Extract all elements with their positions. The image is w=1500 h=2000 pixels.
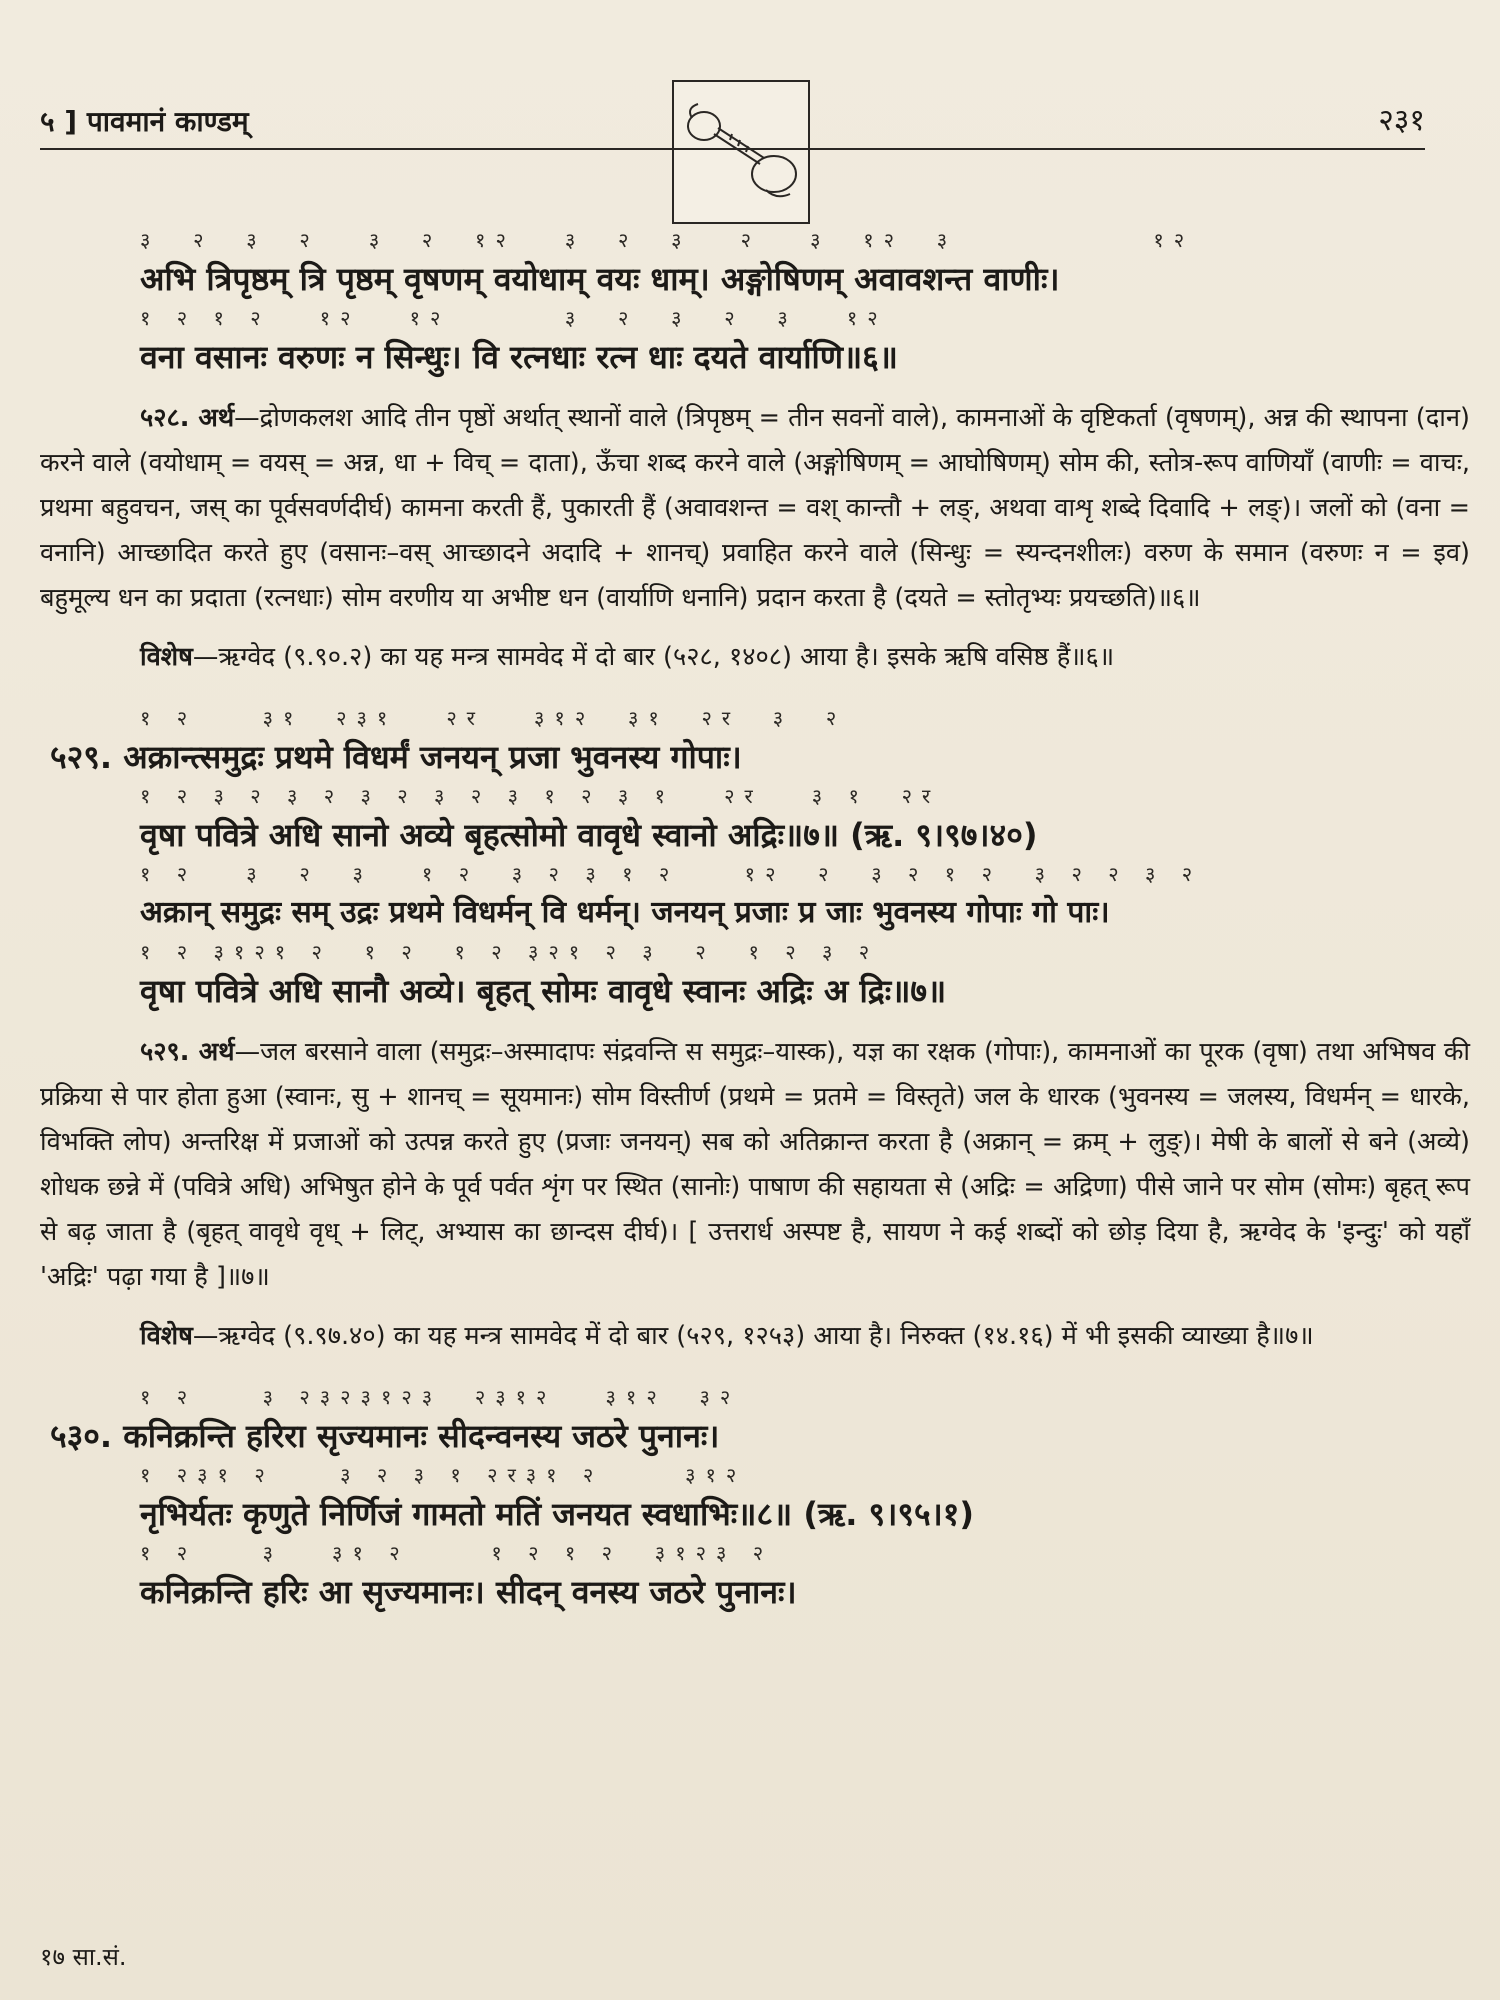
verse-line: कनिक्रन्ति हरिः आ सृज्यमानः। सीदन् वनस्य जठरे पुनानः। xyxy=(140,1573,797,1611)
meaning-paragraph xyxy=(40,1030,1470,1300)
page-footer: १७ सा.सं. xyxy=(40,1943,127,1971)
svara-marks: १ २ ३१२१ २ १ २ १ २ ३२१ २ ३ २ १ २ ३ २ xyxy=(140,940,880,964)
verse-text: कनिक्रन्ति हरिरा सृज्यमानः सीदन्वनस्य जठरे पुनानः। xyxy=(123,1417,720,1455)
verse-line: अक्रान् समुद्रः सम् उद्रः प्रथमे विधर्मन् वि धर्मन्। जनयन् प्रजाः प्र जाः भुवनस्य गोपाः गो पाः। xyxy=(140,895,1110,930)
special-label: विशेष xyxy=(140,642,193,672)
verse-line xyxy=(50,732,1460,782)
svara-marks: १ २ ३ २ ३ २ ३ २ ३ २ ३ १ २ ३ १ २र ३ १ २र xyxy=(140,784,941,808)
page-header xyxy=(40,88,1425,158)
verse-line: वृषा पवित्रे अधि सानौ अव्ये। बृहत् सोमः वावृधे स्वानः अद्रिः अ द्रिः॥७॥ xyxy=(140,972,947,1010)
page-body xyxy=(40,226,1471,1617)
special-note xyxy=(40,1314,1470,1359)
special-text: —ऋग्वेद (९.९७.४०) का यह मन्त्र सामवेद में दो बार (५२९, १२५३) आया है। निरुक्त (१४.१६) में भी इसकी व्याख्या है॥७॥ xyxy=(192,1321,1314,1351)
chapter-title: ५ ] पावमानं काण्डम् xyxy=(40,105,249,138)
verse-line xyxy=(50,1411,1460,1461)
verse-line: अभि त्रिपृष्ठम् त्रि पृष्ठम् वृषणम् वयोधाम् वयः धाम्। अङ्गोषिणम् अवावशन्त वाणीः। xyxy=(140,260,1060,298)
meaning-text: —द्रोणकलश आदि तीन पृष्ठों अर्थात् स्थानों वाले (त्रिपृष्ठम् = तीन सवनों वाले), कामनाओं के वृष्टिकर्ता (वृषणम्), अन्न की स्थापना (दान) करने वाले (वयोधाम् = वयस् = अन्न, धा + विच् = दाता), ऊँचा शब्द करने वाले (अङ्गोषिणम् = आघोषिणम्) सोम की, स्तोत्र-रूप वाणियाँ (वाणीः = वाचः, प्रथमा बहुवचन, जस् का पूर्वसवर्णदीर्घ) कामना करती हैं, पुकारती हैं (अवावशन्त = वश् कान्तौ + लङ्, अथवा वाशृ शब्दे दिवादि + लङ्)। जलों को (वना = वनानि) आच्छादित करते हुए (वसानः–वस् आच्छादने अदादि + शानच्) प्रवाहित करने वाले (सिन्धुः = स्यन्दनशीलः) वरुण के समान (वरुणः न = इव) बहुमूल्य धन का प्रदाता (रत्नधाः) सोम वरणीय या अभीष्ट धन (वार्याणि धनानि) प्रदान करता है (दयते = स्तोतृभ्यः प्रयच्छति)॥६॥ xyxy=(40,403,1470,613)
veena-emblem-icon xyxy=(672,80,810,224)
verse-number: ५३०. xyxy=(50,1417,113,1455)
svara-marks: १ २ ३ ३१ २ १ २ १ २ ३१२३ २ xyxy=(140,1541,774,1565)
meaning-text: —जल बरसाने वाला (समुद्रः–अस्मादापः संद्रवन्ति स समुद्रः–यास्क), यज्ञ का रक्षक (गोपाः), कामनाओं का पूरक (वृषा) तथा अभिषव की प्रक्रिया से पार होता हुआ (स्वानः, सु + शानच् = सूयमानः) सोम विस्तीर्ण (प्रथमे = प्रतमे = विस्तृते) जल के धारक (भुवनस्य = जलस्य, विधर्मन् = धारके, विभक्ति लोप) अन्तरिक्ष में प्रजाओं को उत्पन्न करते हुए (प्रजाः जनयन्) सब को अतिक्रान्त करता है (अक्रान् = क्रम् + लुङ्)। मेषी के बालों से बने (अव्ये) शोधक छन्ने में (पवित्रे अधि) अभिषुत होने के पूर्व पर्वत शृंग पर स्थित (सानोः) पाषाण की सहायता से (अद्रिः = अद्रिणा) पीसे जाने पर सोम (सोमः) बृहत् रूप से बढ़ जाता है (बृहत् वावृधे वृध् + लिट्, अभ्यास का छान्दस दीर्घ)। [ उत्तरार्ध अस्पष्ट है, सायण ने कई शब्दों को छोड़ दिया है, ऋग्वेद के 'इन्दुः' को यहाँ 'अद्रिः' पढ़ा गया है ]॥७॥ xyxy=(40,1037,1471,1292)
page-number: २३१ xyxy=(1378,103,1425,138)
svara-marks: १ २ ३१ २३१ २र ३१२ ३१ २र ३ २ xyxy=(140,706,847,730)
meaning-paragraph xyxy=(40,396,1470,621)
verse-number: ५२९. xyxy=(50,738,113,776)
meaning-label: ५२८. अर्थ xyxy=(140,403,235,433)
meaning-label: ५२९. अर्थ xyxy=(140,1037,235,1067)
verse-line: वना वसानः वरुणः न सिन्धुः। वि रत्नधाः रत्न धाः दयते वार्याणि॥६॥ xyxy=(140,338,898,376)
header-rule xyxy=(40,148,1425,150)
verse-line: नृभिर्यतः कृणुते निर्णिजं गामतो मतिं जनयत स्वधाभिः॥८॥ (ऋ. ९।९५।१) xyxy=(140,1495,974,1533)
svara-marks: १ २३१ २ ३ २ ३ १ २र३१ २ ३१२ xyxy=(140,1463,747,1487)
verse-text: अक्रान्त्समुद्रः प्रथमे विधर्मं जनयन् प्रजा भुवनस्य गोपाः। xyxy=(123,738,742,776)
verse-line: वृषा पवित्रे अधि सानो अव्ये बृहत्सोमो वावृधे स्वानो अद्रिः॥७॥ (ऋ. ९।९७।४०) xyxy=(140,816,1038,854)
special-text: —ऋग्वेद (९.९०.२) का यह मन्त्र सामवेद में दो बार (५२८, १४०८) आया है। इसके ऋषि वसिष्ठ हैं॥६॥ xyxy=(192,642,1115,672)
special-note xyxy=(40,635,1470,680)
svara-marks: १ २ ३ २ ३ १ २ ३ २ ३ १ २ १२ २ ३ २ १ २ ३ २ २ ३ २ xyxy=(140,862,1203,886)
svara-marks: १ २ ३ २३२३१२३ २३१२ ३१२ ३२ xyxy=(140,1385,741,1409)
svara-marks: ३ २ ३ २ ३ २ १२ ३ २ ३ २ ३ १२ ३ १२ xyxy=(140,228,1195,252)
svara-marks: १ २ १ २ १२ १२ ३ २ ३ २ ३ १२ xyxy=(140,306,888,330)
special-label: विशेष xyxy=(140,1321,193,1351)
